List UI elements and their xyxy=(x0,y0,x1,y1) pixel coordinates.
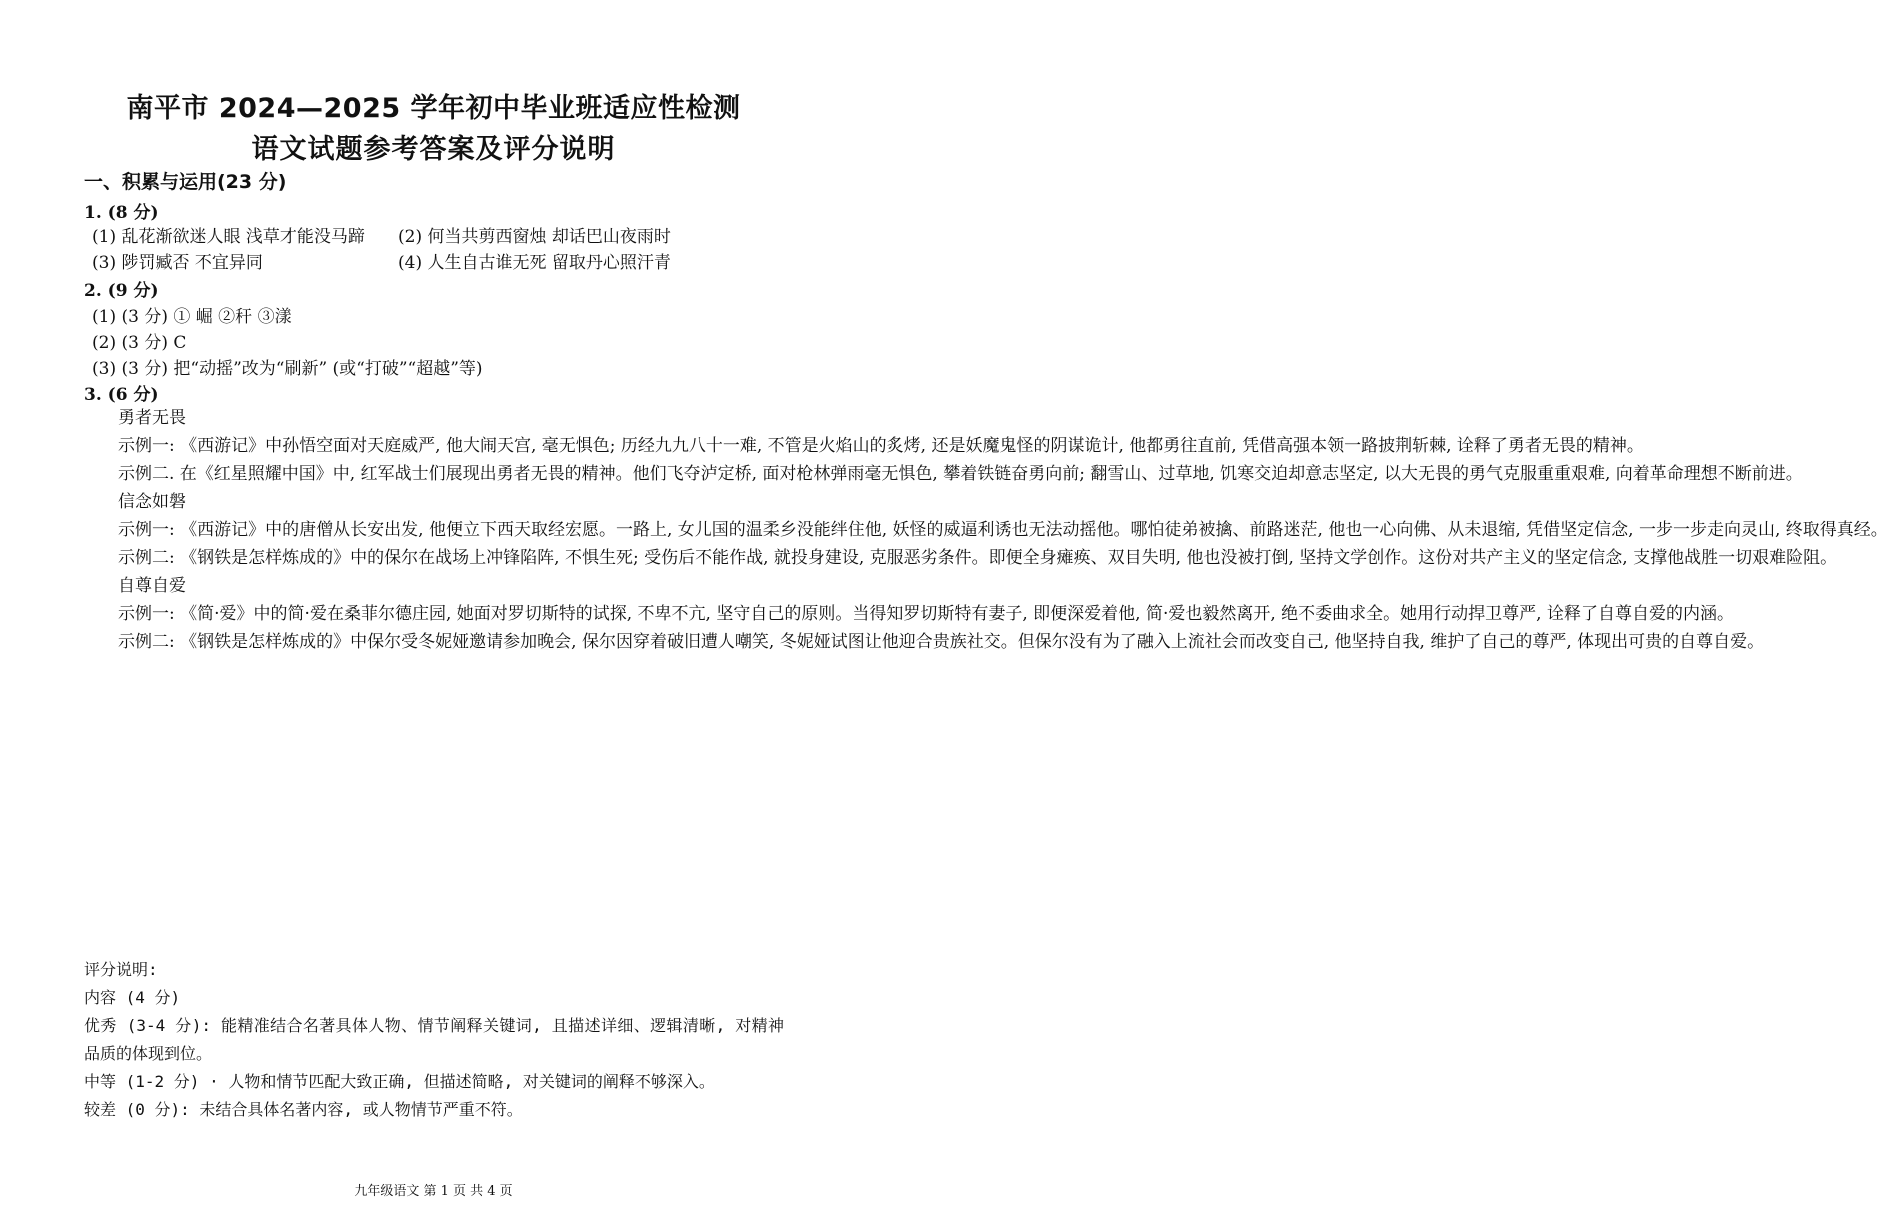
page-footer: 九年级语文 第 1 页 共 4 页 xyxy=(354,1184,513,1199)
scoring-heading: 评分说明: xyxy=(84,960,158,979)
section-heading: 一、积累与运用(23 分) xyxy=(84,171,287,193)
q2-answer-2: (2) (3 分) C xyxy=(92,333,187,353)
question-2-label: 2. (9 分) xyxy=(84,281,159,301)
page-subtitle: 语文试题参考答案及评分说明 xyxy=(251,134,616,165)
scoring-content: 内容 (4 分) xyxy=(84,988,181,1007)
page-title: 南平市 2024—2025 学年初中毕业班适应性检测 xyxy=(126,93,741,124)
theme-heading: 信念如磐 xyxy=(118,492,186,512)
example-paragraph: 示例一: 《西游记》中孙悟空面对天庭威严, 他大闹天宫, 毫无惧色; 历经九九八十一难, 不管是火焰山的炙烤, 还是妖魔鬼怪的阴谋诡计, 他都勇往直前, 凭借高强本领一路披荆斩棘, 诠释了勇者无畏的精神。 xyxy=(118,436,1644,456)
scoring-poor: 较差 (0 分): 未结合具体名著内容, 或人物情节严重不符。 xyxy=(84,1100,523,1119)
example-paragraph: 示例一: 《简·爱》中的简·爱在桑菲尔德庄园, 她面对罗切斯特的试探, 不卑不亢, 坚守自己的原则。当得知罗切斯特有妻子, 即便深爱着他, 简·爱也毅然离开, 绝不委曲求全。她用行动捍卫尊严, 诠释了自尊自爱的内涵。 xyxy=(118,604,1734,624)
example-paragraph: 示例二: 《钢铁是怎样炼成的》中保尔受冬妮娅邀请参加晚会, 保尔因穿着破旧遭人嘲笑, 冬妮娅试图让他迎合贵族社交。但保尔没有为了融入上流社会而改变自己, 他坚持自我, 维护了自己的尊严, 体现出可贵的自尊自爱。 xyxy=(118,632,1765,652)
example-paragraph: 示例一: 《西游记》中的唐僧从长安出发, 他便立下西天取经宏愿。一路上, 女儿国的温柔乡没能绊住他, 妖怪的威逼利诱也无法动摇他。哪怕徒弟被擒、前路迷茫, 他也一心向佛、从未退缩, 凭借坚定信念, 一步一步走向灵山, 终取得真经。 xyxy=(118,520,1888,540)
scoring-medium: 中等 (1-2 分) · 人物和情节匹配大致正确, 但描述简略, 对关键词的阐释不够深入。 xyxy=(84,1072,715,1091)
q2-answer-3: (3) (3 分) 把“动摇”改为“刷新” (或“打破”“超越”等) xyxy=(92,359,483,379)
example-paragraph: 示例二. 在《红星照耀中国》中, 红军战士们展现出勇者无畏的精神。他们飞夺泸定桥, 面对枪林弹雨毫无惧色, 攀着铁链奋勇向前; 翻雪山、过草地, 饥寒交迫却意志坚定, 以大无畏的勇气克服重重艰难, 向着革命理想不断前进。 xyxy=(118,464,1803,484)
q1-answer-4: (4) 人生自古谁无死 留取丹心照汗青 xyxy=(398,253,671,273)
q1-answer-2: (2) 何当共剪西窗烛 却话巴山夜雨时 xyxy=(398,227,671,247)
question-1-label: 1. (8 分) xyxy=(84,203,159,223)
scoring-excellent: 优秀 (3-4 分): 能精准结合名著具体人物、情节阐释关键词, 且描述详细、逻辑清晰, 对精神品质的体现到位。 xyxy=(84,1016,784,1063)
q3-answer-body xyxy=(84,404,1888,656)
theme-heading: 自尊自爱 xyxy=(118,576,186,596)
scoring-notes xyxy=(84,956,784,1124)
q1-answer-3: (3) 陟罚臧否 不宜异同 xyxy=(92,253,263,273)
q1-answer-1: (1) 乱花渐欲迷人眼 浅草才能没马蹄 xyxy=(92,227,365,247)
theme-heading: 勇者无畏 xyxy=(118,408,186,428)
question-3-label: 3. (6 分) xyxy=(84,385,159,405)
example-paragraph: 示例二: 《钢铁是怎样炼成的》中的保尔在战场上冲锋陷阵, 不惧生死; 受伤后不能作战, 就投身建设, 克服恶劣条件。即便全身瘫痪、双目失明, 他也没被打倒, 坚持文学创作。这份对共产主义的坚定信念, 支撑他战胜一切艰难险阻。 xyxy=(118,548,1838,568)
q2-answer-1: (1) (3 分) ① 崛 ②秆 ③漾 xyxy=(92,307,292,327)
